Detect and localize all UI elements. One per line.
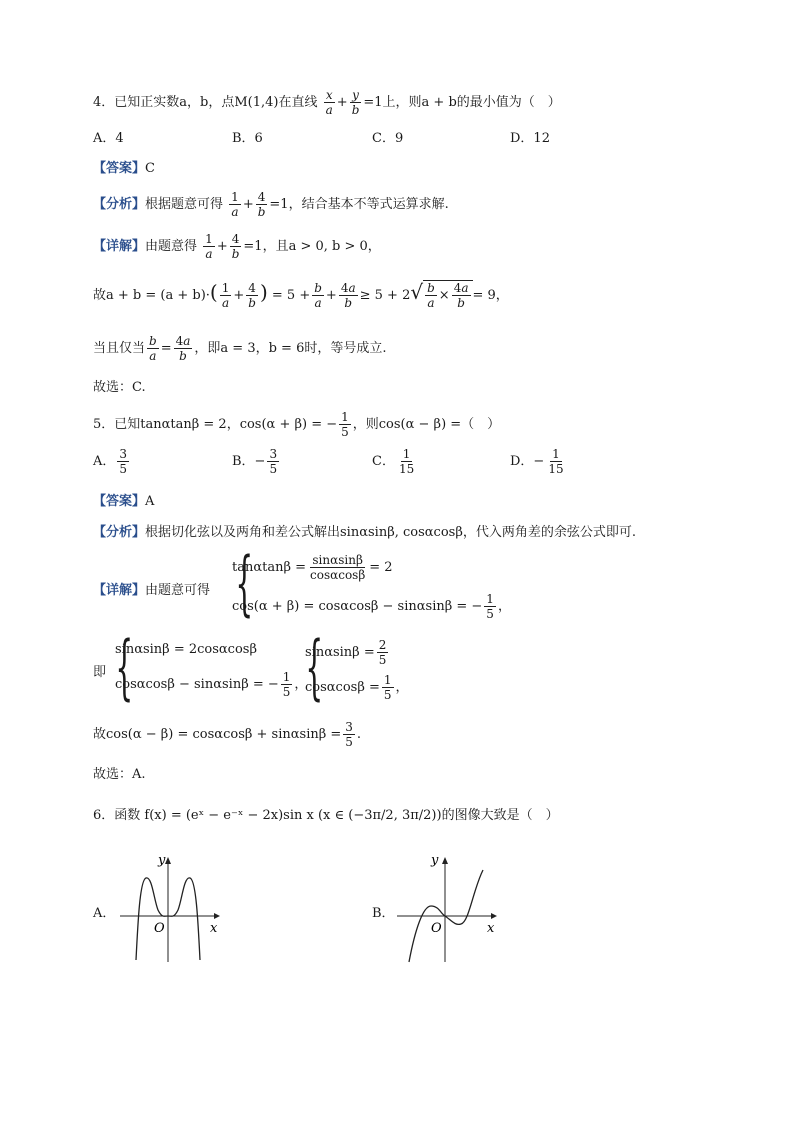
q5-answer: 【答案】A xyxy=(93,494,155,509)
y-axis-arrow xyxy=(442,857,448,864)
q5-choose: 故选：A. xyxy=(93,767,146,782)
q4-option-d: D．12 xyxy=(510,131,550,146)
q5-sys1-brace: { xyxy=(235,542,254,624)
q5-sys3-line2: cosαcosβ = $\frac{1}{5}$ ， xyxy=(305,673,409,702)
q4-frac-y-b: $\frac{y}{b}$ xyxy=(351,88,360,117)
q6-graph-a xyxy=(118,850,228,965)
q4-answer xyxy=(93,157,155,176)
q4-detail: 【详解】由题意得 $\frac{1}{a}$ + $\frac{4}{b}$ =1，且a > 0, b > 0， xyxy=(93,232,381,261)
q5-sys2-brace: { xyxy=(115,626,134,708)
q5-ji: 即 xyxy=(93,665,107,680)
answer-tag: 【答案】 xyxy=(93,161,146,176)
q5-option-d: D．− $\frac{1}{15}$ xyxy=(510,447,564,476)
axis-label-y: y xyxy=(431,853,439,868)
x-axis-arrow xyxy=(491,913,497,919)
q5-option-a: A． $\frac{3}{5}$ xyxy=(93,447,128,476)
q4-option-b: B．6 xyxy=(232,131,263,146)
q5-sys2-line2: cosαcosβ − sinαsinβ = − $\frac{1}{5}$ ， xyxy=(115,670,308,699)
q5-analysis: 【分析】根据切化弦以及两角和差公式解出sinαsinβ, cosαcosβ，代入两角差的余弦公式即可. xyxy=(93,525,636,540)
q4-equality-line: 当且仅当 $\frac{b}{a}$ = $\frac{4a}{b}$ ，即a = 3，b = 6时，等号成立. xyxy=(93,334,387,363)
q4-stem-text-g: =1上，则a + b的最小值为（ ） xyxy=(363,95,561,110)
origin-label: O xyxy=(431,921,442,936)
y-axis-arrow xyxy=(165,857,171,864)
q4-frac-x-a: $\frac{x}{a}$ xyxy=(325,88,333,117)
origin-label: O xyxy=(154,921,165,936)
q5-sys1-line2: cos(α + β) = cosαcosβ − sinαsinβ = − $\frac{1}{5}$ ， xyxy=(232,592,511,621)
q5-sys1-line1: tanαtanβ = $\frac{\sin\alpha\sin\beta}{\cos\alpha\cos\beta}$ = 2 xyxy=(232,553,393,582)
axis-label-y: y xyxy=(158,853,166,868)
q5-stem: 5．已知tanαtanβ = 2，cos(α + β) = − $\frac{1}{5}$ ，则cos(α − β) =（ ） xyxy=(93,410,501,439)
q4-so-line: 故a + b = (a + b)·( $\frac{1}{a}$ + $\frac{4}{b}$ ) = 5 + $\frac{b}{a}$ + $\frac{4a}{b}$ ≥ 5 + 2√ $\frac{b}{a}$ × $\frac{4a}{b}$ = 9， xyxy=(93,280,509,310)
answer-value: C xyxy=(145,161,155,176)
q4-stem-text-a: 4．已知正实数 xyxy=(93,95,180,110)
detail-tag: 【详解】 xyxy=(93,239,146,254)
q5-sys2-line1: sinαsinβ = 2cosαcosβ xyxy=(115,642,257,657)
q6-stem: 6．函数 f(x) = (eˣ − e⁻ˣ − 2x)sin x (x ∈ (−3π/2, 3π/2))的图像大致是（ ） xyxy=(93,808,559,823)
q5-sys3-brace: { xyxy=(305,626,324,708)
analysis-tag: 【分析】 xyxy=(93,197,146,212)
axis-label-x: x xyxy=(487,921,495,936)
q5-option-c: C． $\frac{1}{15}$ xyxy=(372,447,415,476)
x-axis-arrow xyxy=(214,913,220,919)
q5-sys3-line1: sinαsinβ = $\frac{2}{5}$ xyxy=(305,638,387,667)
q5-option-b: B．− $\frac{3}{5}$ xyxy=(232,447,278,476)
q4-analysis: 【分析】根据题意可得 $\frac{1}{a}$ + $\frac{4}{b}$ =1，结合基本不等式运算求解. xyxy=(93,190,449,219)
q5-detail: 【详解】由题意可得 xyxy=(93,583,211,598)
q4-option-c: C．9 xyxy=(372,131,404,146)
q4-choose: 故选：C. xyxy=(93,380,146,395)
axis-label-x: x xyxy=(210,921,218,936)
q6-graph-b xyxy=(395,850,505,965)
q4-option-a: A．4 xyxy=(93,131,124,146)
q4-stem-text-b: a，b，点M(1,4)在直线 xyxy=(179,95,318,110)
q6-option-a-label: A． xyxy=(93,906,116,921)
q6-option-b-label: B． xyxy=(372,906,395,921)
q4-stem: 4．已知正实数a，b，点M(1,4)在直线 $\frac{x}{a}$ + $\frac{y}{b}$ =1上，则a + b的最小值为（ ） xyxy=(93,88,561,117)
q5-final: 故cos(α − β) = cosαcosβ + sinαsinβ = $\frac{3}{5}$ . xyxy=(93,720,362,749)
